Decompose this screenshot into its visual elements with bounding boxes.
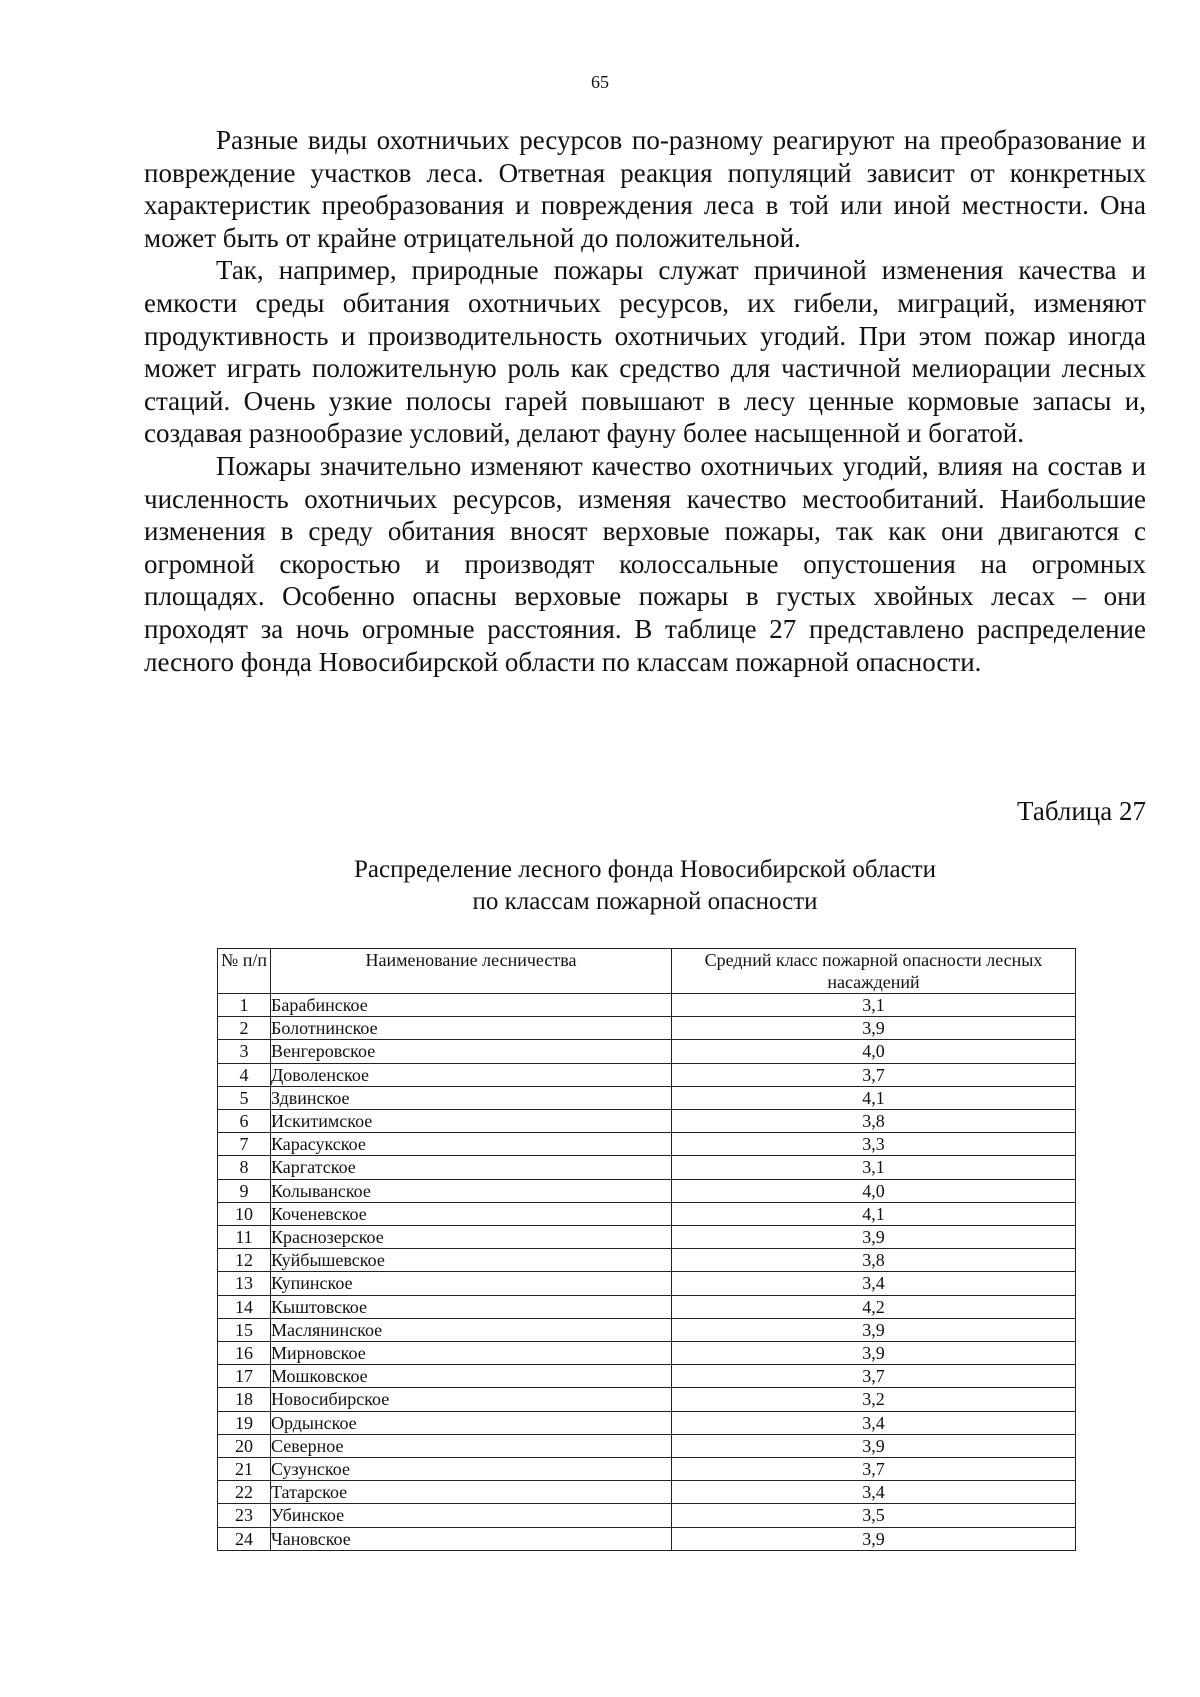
row-number: 12 <box>218 1249 271 1272</box>
row-number: 18 <box>218 1388 271 1411</box>
forestry-name: Венгеровское <box>271 1040 672 1063</box>
row-number: 1 <box>218 994 271 1017</box>
row-number: 20 <box>218 1434 271 1457</box>
fire-class-value: 3,4 <box>672 1272 1076 1295</box>
table-row <box>218 1365 1076 1388</box>
forestry-name: Карасукское <box>271 1133 672 1156</box>
forestry-fire-class-table <box>217 948 1076 1551</box>
fire-class-value: 3,1 <box>672 994 1076 1017</box>
table-row <box>218 1017 1076 1040</box>
table-row <box>218 1040 1076 1063</box>
row-number: 13 <box>218 1272 271 1295</box>
row-number: 19 <box>218 1411 271 1434</box>
paragraph-1: Разные виды охотничьих ресурсов по-разному реагируют на преобразование и повреждение участков леса. Ответная реакция популяций зависит от конкретных характеристик преобразования и повреждения леса в той или иной местности. Она может быть от крайне отрицательной до положительной. <box>144 125 1146 253</box>
table-row <box>218 1179 1076 1202</box>
forestry-name: Доволенское <box>271 1063 672 1086</box>
fire-class-value: 3,8 <box>672 1110 1076 1133</box>
fire-class-value: 3,9 <box>672 1318 1076 1341</box>
forestry-name: Новосибирское <box>271 1388 672 1411</box>
fire-class-value: 3,9 <box>672 1226 1076 1249</box>
row-number: 6 <box>218 1110 271 1133</box>
table-row <box>218 1063 1076 1086</box>
row-number: 2 <box>218 1017 271 1040</box>
fire-class-value: 3,7 <box>672 1458 1076 1481</box>
fire-class-value: 4,0 <box>672 1040 1076 1063</box>
table-row <box>218 1481 1076 1504</box>
forestry-name: Татарское <box>271 1481 672 1504</box>
fire-class-value: 3,4 <box>672 1481 1076 1504</box>
row-number: 16 <box>218 1342 271 1365</box>
table-row <box>218 994 1076 1017</box>
row-number: 14 <box>218 1295 271 1318</box>
page-number: 65 <box>591 72 609 92</box>
fire-class-value: 3,9 <box>672 1342 1076 1365</box>
table-row <box>218 1318 1076 1341</box>
forestry-name: Болотнинское <box>271 1017 672 1040</box>
fire-class-value: 3,9 <box>672 1017 1076 1040</box>
fire-class-value: 3,8 <box>672 1249 1076 1272</box>
fire-class-value: 3,7 <box>672 1063 1076 1086</box>
fire-class-value: 3,1 <box>672 1156 1076 1179</box>
row-number: 4 <box>218 1063 271 1086</box>
fire-class-value: 4,1 <box>672 1202 1076 1225</box>
forestry-name: Ордынское <box>271 1411 672 1434</box>
row-number: 15 <box>218 1318 271 1341</box>
paragraph-2: Так, например, природные пожары служат причиной изменения качества и емкости среды обитания охотничьих ресурсов, их гибели, миграций, изменяют продуктивность и производительность охотничьих угодий. При этом пожар иногда может играть положительную роль как средство для частичной мелиорации лесных стаций. Очень узкие полосы гарей повышают в лесу ценные кормовые запасы и, создавая разнообразие условий, делают фауну более насыщенной и богатой. <box>144 255 1146 449</box>
row-number: 22 <box>218 1481 271 1504</box>
table-row <box>218 1202 1076 1225</box>
row-number: 11 <box>218 1226 271 1249</box>
row-number: 7 <box>218 1133 271 1156</box>
row-number: 5 <box>218 1086 271 1109</box>
forestry-name: Сузунское <box>271 1458 672 1481</box>
header-forestry-name: Наименование лесничества <box>271 949 672 994</box>
row-number: 17 <box>218 1365 271 1388</box>
table-row <box>218 1342 1076 1365</box>
table-row <box>218 1458 1076 1481</box>
fire-class-value: 3,3 <box>672 1133 1076 1156</box>
table-row <box>218 1156 1076 1179</box>
forestry-name: Маслянинское <box>271 1318 672 1341</box>
row-number: 3 <box>218 1040 271 1063</box>
forestry-name: Северное <box>271 1434 672 1457</box>
forestry-name: Мирновское <box>271 1342 672 1365</box>
table-row <box>218 1110 1076 1133</box>
fire-class-value: 4,2 <box>672 1295 1076 1318</box>
row-number: 23 <box>218 1504 271 1527</box>
row-number: 21 <box>218 1458 271 1481</box>
forestry-name: Барабинское <box>271 994 672 1017</box>
table-row <box>218 1295 1076 1318</box>
fire-class-value: 3,2 <box>672 1388 1076 1411</box>
table-title-line-1: Распределение лесного фонда Новосибирской области <box>354 856 936 883</box>
forestry-name: Колыванское <box>271 1179 672 1202</box>
row-number: 8 <box>218 1156 271 1179</box>
table-row <box>218 1388 1076 1411</box>
fire-class-value: 4,1 <box>672 1086 1076 1109</box>
forestry-name: Краснозерское <box>271 1226 672 1249</box>
table-body <box>218 994 1076 1551</box>
forestry-name: Мошковское <box>271 1365 672 1388</box>
table-title-line-2: по классам пожарной опасности <box>472 888 818 915</box>
forestry-name: Куйбышевское <box>271 1249 672 1272</box>
forestry-name: Здвинское <box>271 1086 672 1109</box>
table-row <box>218 1504 1076 1527</box>
table-row <box>218 1527 1076 1550</box>
table-title <box>0 854 1200 918</box>
table-row <box>218 1249 1076 1272</box>
forestry-name: Купинское <box>271 1272 672 1295</box>
fire-class-value: 3,5 <box>672 1504 1076 1527</box>
body-text <box>144 124 1146 678</box>
table-row <box>218 1086 1076 1109</box>
fire-class-value: 3,9 <box>672 1527 1076 1550</box>
header-number: № п/п <box>218 949 271 994</box>
table-caption: Таблица 27 <box>1017 796 1146 826</box>
fire-class-value: 3,9 <box>672 1434 1076 1457</box>
table-row <box>218 1411 1076 1434</box>
table-row <box>218 1133 1076 1156</box>
row-number: 9 <box>218 1179 271 1202</box>
table-row <box>218 1434 1076 1457</box>
forestry-name: Убинское <box>271 1504 672 1527</box>
forestry-name: Чановское <box>271 1527 672 1550</box>
fire-class-value: 4,0 <box>672 1179 1076 1202</box>
forestry-name: Каргатское <box>271 1156 672 1179</box>
forestry-name: Коченевское <box>271 1202 672 1225</box>
table-header-row <box>218 949 1076 994</box>
fire-class-value: 3,4 <box>672 1411 1076 1434</box>
row-number: 10 <box>218 1202 271 1225</box>
forestry-name: Кыштовское <box>271 1295 672 1318</box>
table-row <box>218 1272 1076 1295</box>
paragraph-3: Пожары значительно изменяют качество охотничьих угодий, влияя на состав и численность охотничьих ресурсов, изменяя качество местообитаний. Наибольшие изменения в среду обитания вносят верховые пожары, так как они двигаются с огромной скоростью и производят колоссальные опустошения на огромных площадях. Особенно опасны верховые пожары в густых хвойных лесах – они проходят за ночь огромные расстояния. В таблице 27 представлено распределение лесного фонда Новосибирской области по классам пожарной опасности. <box>144 450 1146 677</box>
forestry-name: Искитимское <box>271 1110 672 1133</box>
row-number: 24 <box>218 1527 271 1550</box>
fire-class-value: 3,7 <box>672 1365 1076 1388</box>
table-row <box>218 1226 1076 1249</box>
header-fire-class: Средний класс пожарной опасности лесных насаждений <box>672 949 1076 994</box>
